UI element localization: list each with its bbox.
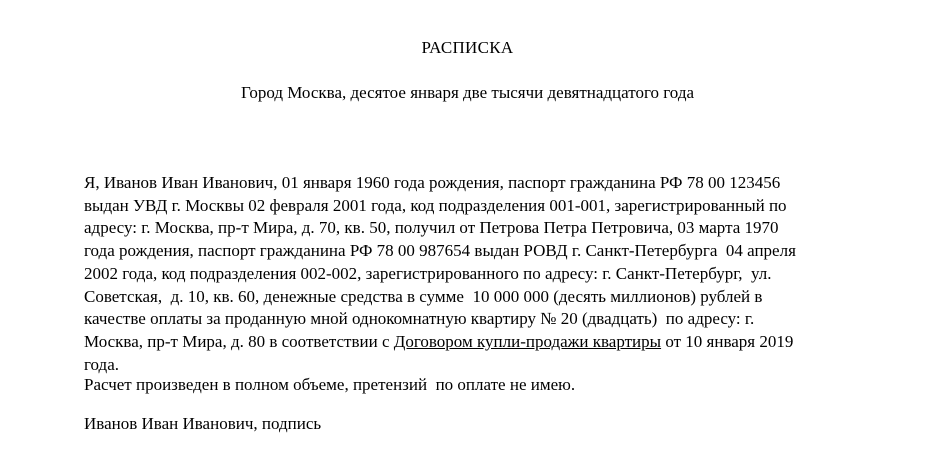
body-line-contract xyxy=(84,331,874,354)
body-line: Советская, д. 10, кв. 60, денежные средства в сумме 10 000 000 (десять миллионов) рублей в xyxy=(84,286,763,306)
line-text-before-contract: Москва, пр-т Мира, д. 80 в соответствии с xyxy=(84,331,394,351)
body-line: качестве оплаты за проданную мной однокомнатную квартиру № 20 (двадцать) по адресу: г. xyxy=(84,309,755,329)
body-line: выдан УВД г. Москвы 02 февраля 2001 года, код подразделения 001-001, зарегистрированный по xyxy=(84,195,787,215)
body-line: Я, Иванов Иван Иванович, 01 января 1960 года рождения, паспорт гражданина РФ 78 00 123456 xyxy=(84,173,781,192)
signature-line: Иванов Иван Иванович, подпись xyxy=(84,414,322,433)
contract-link[interactable]: Договором купли-продажи квартиры xyxy=(393,331,662,351)
place-and-date: Город Москва, десятое января две тысячи девятнадцатого года xyxy=(240,83,695,102)
body-line: 2002 года, код подразделения 002-002, зарегистрированного по адресу: г. Санкт-Петербург, ул. xyxy=(84,263,772,283)
body-line: адресу: г. Москва, пр-т Мира, д. 70, кв. 50, получил от Петрова Петра Петровича, 03 марта 1970 xyxy=(84,218,779,238)
document-title: РАСПИСКА xyxy=(421,38,514,57)
receipt-body xyxy=(84,172,874,376)
payment-statement: Расчет произведен в полном объеме, претензий по оплате не имею. xyxy=(84,375,576,394)
body-line: года рождения, паспорт гражданина РФ 78 00 987654 выдан РОВД г. Санкт-Петербурга 04 апреля xyxy=(84,241,796,261)
body-line: года. xyxy=(84,354,120,374)
line-text-after-contract: от 10 января 2019 xyxy=(661,331,794,351)
